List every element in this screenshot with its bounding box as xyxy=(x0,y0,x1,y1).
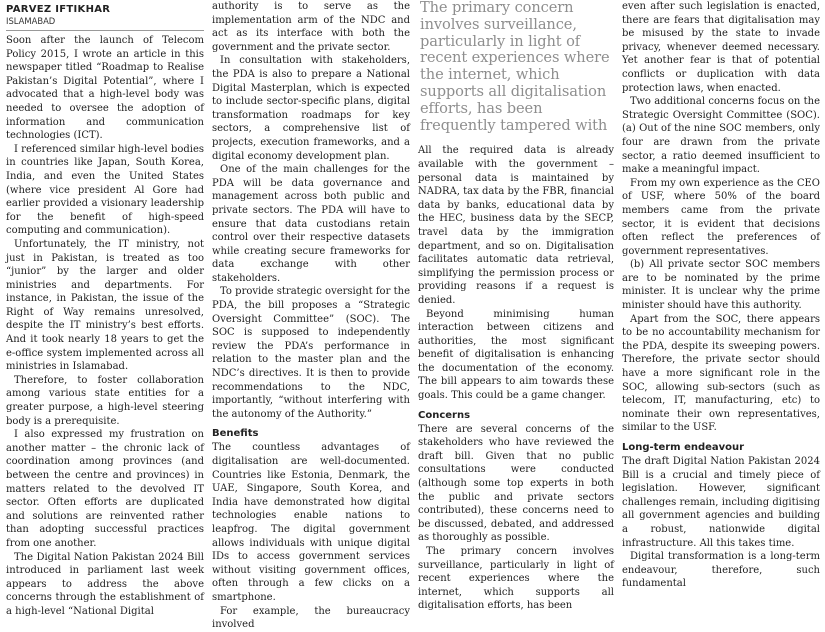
subheading-benefits: Benefits xyxy=(212,428,259,440)
paragraph: In consultation with stakeholders, the PDA is also to prepare a National Digital Masterplan, which is expected to include sector-specific plans, digital transformation roadmaps for key sectors, a comprehensive list of projects, execution frameworks, and a digital economy development plan. xyxy=(212,55,410,162)
subheading-concerns: Concerns xyxy=(418,409,471,421)
paragraph: Two additional concerns focus on the Strategic Oversight Committee (SOC). (a) Out of the nine SOC members, only four are drawn from the private sector, a ratio deemed insufficient to make a meaningful impact. xyxy=(622,96,820,176)
pull-quote: The primary concern involves surveillance, particularly in light of recent experiences where the internet, which supports all digitalisation efforts, has been frequently tampered with xyxy=(420,0,610,134)
author-byline: PARVEZ IFTIKHAR xyxy=(6,4,111,15)
paragraph: To provide strategic oversight for the PDA, the bill proposes a “Strategic Oversight Committee” (SOC). The SOC is supposed to independently review the PDA’s performance in relation to the master plan and the NDC’s directives. It is then to provide recommendations to the NDC, importantly, “without interfering with the autonomy of the Authority.” xyxy=(212,286,410,420)
paragraph: One of the main challenges for the PDA will be data governance and management across both public and private sectors. The PDA will have to ensure that data custodians retain control over their respective datasets while creating secure frameworks for data exchange with other stakeholders. xyxy=(212,164,410,284)
paragraph: (b) All private sector SOC members are to be nominated by the prime minister. It is unclear why the prime minister should have this authority. xyxy=(622,259,820,312)
paragraph: The Digital Nation Pakistan 2024 Bill introduced in parliament last week appears to address the above concerns through the establishment of a high-level “National Digital xyxy=(6,551,204,617)
paragraph: The draft Digital Nation Pakistan 2024 Bill is a crucial and timely piece of legislation. However, significant challenges remain, including digitising all government agencies and building a robust, nationwide digital infrastructure. All this takes time. xyxy=(622,456,820,549)
paragraph: I also expressed my frustration on another matter – the chronic lack of coordination among provinces (and between the centre and provinces) in matters related to the devolved IT sector. Often efforts are duplicated and solutions are reinvented rather than adopting successful practices from one another. xyxy=(6,429,204,549)
paragraph: Beyond minimising human interaction between citizens and authorities, the most significant benefit of digitalisation is enhancing the documentation of the economy. The bill appears to aim towards these goals. This could be a game changer. xyxy=(418,308,614,402)
paragraph: I referenced similar high-level bodies in countries like Japan, South Korea, India, and even the United States (where vice president Al Gore had earlier provided a visionary leadership for the benefit of high-speed computing and communication). xyxy=(6,143,204,237)
paragraph: The countless advantages of digitalisation are well-documented. Countries like Estonia, Denmark, the UAE, Singapore, South Korea, and India have demonstrated how digital technologies enable nations to leapfrog. The digital government allows individuals with unique digital IDs to access government services without visiting government offices, often through a few clicks on a smartphone. xyxy=(212,442,410,603)
paragraph: authority is to serve as the implementation arm of the NDC and act as its interface with both the government and the private sector. xyxy=(212,1,410,53)
article-column-1 xyxy=(6,0,204,617)
paragraph: Soon after the launch of Telecom Policy 2015, I wrote an article in this newspaper titled “Roadmap to Realise Pakistan’s Digital Potential”, where I advocated that a high-level body was needed to oversee the adoption of information and communication technologies (ICT). xyxy=(6,35,204,142)
paragraph: For example, the bureaucracy involved xyxy=(212,605,410,631)
article-column-2 xyxy=(212,0,410,631)
dateline: ISLAMABAD xyxy=(6,16,204,31)
paragraph: even after such legislation is enacted, there are fears that digitalisation may be misused by the state to invade privacy, whenever deemed necessary. Yet another fear is that of potential conflicts or duplication with data protection laws, when enacted. xyxy=(622,1,820,94)
paragraph: The primary concern involves surveillance, particularly in light of recent experiences where the internet, which supports all digitalisation efforts, has been xyxy=(418,546,614,612)
article-column-3 xyxy=(418,0,614,612)
subheading-long-term-endeavour: Long-term endeavour xyxy=(622,442,745,453)
paragraph: Digital transformation is a long-term endeavour, therefore, such fundamental xyxy=(622,551,820,590)
paragraph: Apart from the SOC, there appears to be no accountability mechanism for the PDA, despite its sweeping powers. Therefore, the private sector should have a more significant role in the SOC, allowing sub-sectors (such as telecom, IT, manufacturing, etc) to nominate their own representatives, similar to the USF. xyxy=(622,313,820,434)
paragraph: Therefore, to foster collaboration among various state entities for a greater purpose, a high-level steering body is a prerequisite. xyxy=(6,374,204,427)
paragraph: All the required data is already available with the government – personal data is maintained by NADRA, tax data by the FBR, financial data by banks, educational data by the HEC, business data by the SECP, travel data by the immigration department, and so on. Digitalisation facilitates automatic data retrieval, simplifying the permission process or providing reasons if a request is denied. xyxy=(418,145,614,306)
paragraph: There are several concerns of the stakeholders who have reviewed the draft bill. Given that no public consultations were conducted (although some top experts in both the public and private sectors contributed), these concerns need to be discussed, debated, and addressed as thoroughly as possible. xyxy=(418,423,614,544)
paragraph: Unfortunately, the IT ministry, not just in Pakistan, is treated as too “junior” by the larger and older ministries and departments. For instance, in Pakistan, the issue of the Right of Way remains unresolved, despite the IT ministry’s best efforts. And it took nearly 18 years to get the e-office system implemented across all ministries in Islamabad. xyxy=(6,238,204,373)
paragraph: From my own experience as the CEO of USF, where 50% of the board members came from the private sector, it is evident that decisions often reflect the preferences of government representatives. xyxy=(622,177,820,257)
article-column-4 xyxy=(622,0,820,590)
